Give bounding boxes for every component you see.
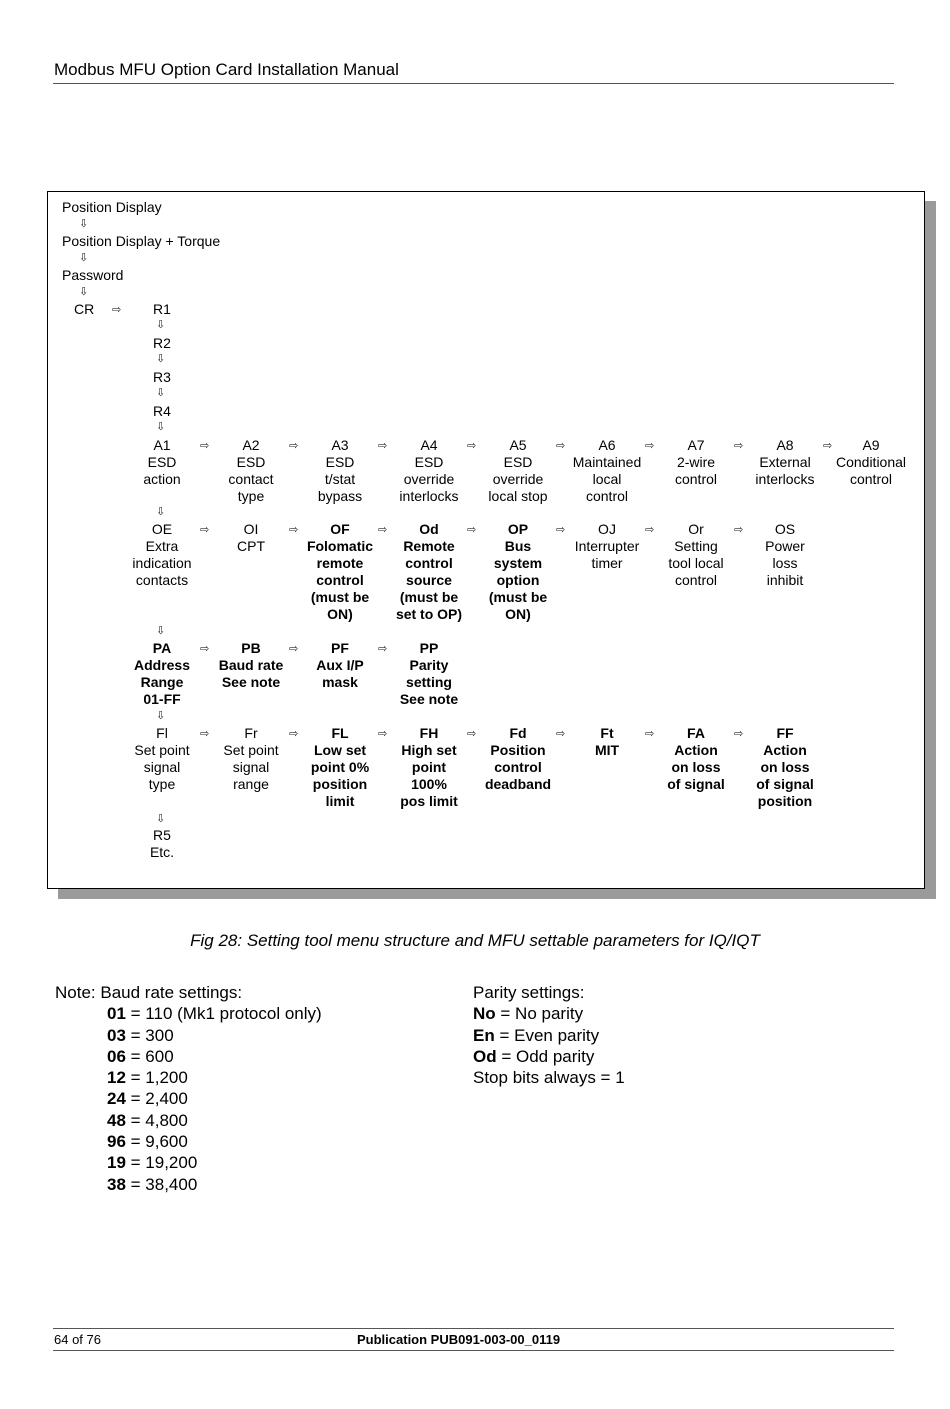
baud-rate-item [55, 1067, 322, 1088]
baud-rate-value: = 19,200 [125, 1153, 198, 1173]
right-arrow-icon: ⇨ [289, 727, 299, 740]
p-param-code-pp: PP [419, 640, 439, 656]
p-param-code-pa: PA [152, 640, 172, 656]
a-param-desc-a2: ESD [236, 454, 266, 470]
right-arrow-icon: ⇨ [200, 523, 210, 536]
r4-label: R4 [153, 403, 171, 419]
o-param-desc-of: control [316, 572, 364, 588]
baud-rate-value: = 38,400 [125, 1174, 198, 1194]
f-param-code-fl: Fl [156, 725, 168, 741]
footer-page-number: 64 of 76 [54, 1332, 101, 1347]
right-arrow-icon: ⇨ [645, 727, 655, 740]
baud-rate-value: = 600 [125, 1046, 174, 1066]
o-param-desc-oe: Extra [145, 538, 179, 554]
o-param-desc-os: inhibit [766, 572, 804, 588]
f-param-desc-fd: control [494, 759, 542, 775]
o-param-desc-of: ON) [327, 606, 353, 622]
p-param-desc-pp: Parity [409, 657, 449, 673]
down-arrow-icon: ⇩ [156, 386, 166, 399]
p-param-code-pf: PF [331, 640, 349, 656]
a-param-desc-a5: local stop [488, 488, 548, 504]
a-param-desc-a5: ESD [503, 454, 533, 470]
parity-code: No [473, 1004, 496, 1024]
right-arrow-icon: ⇨ [467, 523, 477, 536]
f-param-desc-ff: position [757, 793, 813, 809]
r5-label: R5 [153, 827, 171, 843]
a-param-desc-a4: interlocks [399, 488, 459, 504]
page-header-title: Modbus MFU Option Card Installation Manual [54, 60, 399, 79]
right-arrow-icon: ⇨ [645, 439, 655, 452]
position-display-torque-label: Position Display + Torque [62, 233, 221, 249]
parity-code: En [473, 1025, 495, 1045]
f-param-desc-ft: MIT [594, 742, 620, 758]
f-param-desc-fh: point [411, 759, 447, 775]
right-arrow-icon: ⇨ [378, 439, 388, 452]
down-arrow-icon: ⇩ [156, 812, 166, 825]
f-param-code-fa: FA [687, 725, 705, 741]
down-arrow-icon: ⇩ [79, 285, 89, 298]
p-param-desc-pa: Address [133, 657, 191, 673]
baud-rate-item [55, 1088, 322, 1109]
parity-value: = Odd parity [496, 1046, 595, 1066]
baud-rate-code: 48 [107, 1110, 126, 1130]
a-param-code-a3: A3 [331, 437, 349, 453]
a-param-desc-a7: control [674, 471, 718, 487]
baud-rate-item [55, 1003, 322, 1024]
o-param-desc-of: (must be [310, 589, 370, 605]
parity-notes-title: Parity settings: [473, 983, 585, 1002]
down-arrow-icon: ⇩ [156, 624, 166, 637]
f-param-code-ff: FF [776, 725, 794, 741]
down-arrow-icon: ⇩ [156, 505, 166, 518]
right-arrow-icon: ⇨ [289, 439, 299, 452]
right-arrow-icon: ⇨ [556, 727, 566, 740]
baud-rate-code: 38 [107, 1174, 126, 1194]
a-param-desc-a1: ESD [147, 454, 177, 470]
o-param-code-os: OS [774, 521, 796, 537]
footer-rule-top [53, 1328, 894, 1329]
a-param-code-a1: A1 [153, 437, 171, 453]
baud-rate-code: 19 [107, 1153, 126, 1173]
f-param-code-fh: FH [419, 725, 439, 741]
f-param-desc-fh: pos limit [400, 793, 458, 809]
down-arrow-icon: ⇩ [79, 217, 89, 230]
o-param-desc-op: option [496, 572, 540, 588]
down-arrow-icon: ⇩ [79, 251, 89, 264]
f-param-desc-ff: Action [763, 742, 807, 758]
baud-rate-value: = 2,400 [125, 1089, 188, 1109]
a-param-desc-a3: ESD [325, 454, 355, 470]
r2-label: R2 [153, 335, 171, 351]
baud-rate-code: 24 [107, 1089, 126, 1109]
o-param-desc-od: (must be [399, 589, 459, 605]
a-param-desc-a2: type [237, 488, 265, 504]
a-param-desc-a4: override [403, 471, 455, 487]
cr-label: CR [74, 301, 95, 317]
a-param-desc-a6: local [592, 471, 622, 487]
o-param-desc-or: tool local [668, 555, 724, 571]
a-param-code-a4: A4 [420, 437, 438, 453]
o-param-code-of: OF [330, 521, 350, 537]
a-param-desc-a3: t/stat [324, 471, 356, 487]
o-param-desc-od: Remote [403, 538, 455, 554]
o-param-desc-oj: Interrupter [574, 538, 640, 554]
right-arrow-icon: ⇨ [823, 439, 833, 452]
f-param-desc-fl: Low set [313, 742, 367, 758]
baud-rate-item [55, 1025, 322, 1046]
f-param-desc-fl: position [312, 776, 368, 792]
right-arrow-icon: ⇨ [378, 642, 388, 655]
f-param-desc-fa: Action [674, 742, 718, 758]
baud-rate-code: 12 [107, 1068, 126, 1088]
parity-item [473, 1046, 625, 1067]
baud-rate-item [55, 1174, 322, 1195]
a-param-code-a2: A2 [242, 437, 260, 453]
baud-rate-value: = 1,200 [125, 1068, 188, 1088]
o-param-desc-oe: indication [132, 555, 192, 571]
menu-structure-diagram [47, 191, 925, 889]
f-param-desc-fh: High set [401, 742, 457, 758]
position-display-label: Position Display [62, 199, 162, 215]
f-param-desc-fl: type [148, 776, 176, 792]
o-param-desc-op: system [493, 555, 543, 571]
f-param-desc-fr: Set point [223, 742, 279, 758]
baud-rate-code: 96 [107, 1132, 126, 1152]
baud-rate-item [55, 1152, 322, 1173]
right-arrow-icon: ⇨ [378, 727, 388, 740]
parity-code: Od [473, 1046, 497, 1066]
baud-rate-value: = 4,800 [125, 1110, 188, 1130]
p-param-desc-pp: setting [406, 674, 452, 690]
o-param-desc-od: set to OP) [395, 606, 463, 622]
right-arrow-icon: ⇨ [734, 439, 744, 452]
right-arrow-icon: ⇨ [200, 439, 210, 452]
r3-label: R3 [153, 369, 171, 385]
baud-rate-value: = 9,600 [125, 1132, 188, 1152]
f-param-desc-fr: signal [232, 759, 270, 775]
right-arrow-icon: ⇨ [734, 523, 744, 536]
o-param-code-oi: OI [243, 521, 259, 537]
o-param-code-od: Od [419, 521, 439, 537]
password-label: Password [62, 267, 124, 283]
right-arrow-icon: ⇨ [556, 439, 566, 452]
p-param-desc-pb: See note [221, 674, 281, 690]
parity-value: = Even parity [494, 1025, 600, 1045]
f-param-code-fr: Fr [244, 725, 258, 741]
r1-label: R1 [153, 301, 171, 317]
o-param-desc-oj: timer [591, 555, 623, 571]
f-param-code-fl: FL [331, 725, 349, 741]
a-param-code-a7: A7 [687, 437, 705, 453]
o-param-desc-os: Power [765, 538, 805, 554]
a-param-desc-a6: Maintained [572, 454, 642, 470]
baud-rate-code: 03 [107, 1025, 126, 1045]
o-param-desc-op: Bus [504, 538, 532, 554]
a-param-code-a5: A5 [509, 437, 527, 453]
right-arrow-icon: ⇨ [112, 303, 122, 316]
f-param-desc-fd: deadband [484, 776, 552, 792]
f-param-desc-ff: of signal [756, 776, 814, 792]
o-param-desc-oe: contacts [135, 572, 189, 588]
parity-notes [473, 982, 625, 1088]
a-param-desc-a9: Conditional [835, 454, 907, 470]
a-param-desc-a6: control [585, 488, 629, 504]
p-param-desc-pa: Range [140, 674, 184, 690]
a-param-code-a9: A9 [862, 437, 880, 453]
f-param-desc-fl: limit [325, 793, 355, 809]
stop-bits-note: Stop bits always = 1 [473, 1068, 625, 1088]
parity-value: = No parity [495, 1004, 584, 1024]
o-param-desc-of: remote [316, 555, 364, 571]
a-param-code-a6: A6 [598, 437, 616, 453]
right-arrow-icon: ⇨ [556, 523, 566, 536]
baud-rate-value: = 110 (Mk1 protocol only) [125, 1004, 322, 1024]
o-param-code-oj: OJ [598, 521, 616, 537]
f-param-code-fd: Fd [509, 725, 527, 741]
f-param-desc-ff: on loss [760, 759, 810, 775]
down-arrow-icon: ⇩ [156, 352, 166, 365]
f-param-code-ft: Ft [600, 725, 614, 741]
f-param-desc-fl: signal [143, 759, 181, 775]
figure-caption: Fig 28: Setting tool menu structure and MFU settable parameters for IQ/IQT [190, 931, 760, 950]
etc-label: Etc. [149, 844, 175, 860]
right-arrow-icon: ⇨ [289, 523, 299, 536]
a-param-desc-a8: External [759, 454, 811, 470]
footer-publication: Publication PUB091-003-00_0119 [357, 1332, 561, 1347]
down-arrow-icon: ⇩ [156, 318, 166, 331]
o-param-code-op: OP [507, 521, 529, 537]
baud-notes [55, 982, 322, 1195]
baud-rate-item [55, 1131, 322, 1152]
baud-notes-title: Note: Baud rate settings: [55, 983, 243, 1002]
o-param-desc-or: control [674, 572, 718, 588]
p-param-desc-pf: mask [322, 674, 358, 690]
baud-rate-item [55, 1046, 322, 1067]
p-param-desc-pa: 01-FF [143, 691, 181, 707]
baud-rate-code: 01 [107, 1004, 126, 1024]
f-param-desc-fr: range [233, 776, 269, 792]
right-arrow-icon: ⇨ [467, 727, 477, 740]
right-arrow-icon: ⇨ [645, 523, 655, 536]
p-param-desc-pf: Aux I/P [316, 657, 364, 673]
baud-rate-code: 06 [107, 1046, 126, 1066]
a-param-desc-a5: override [492, 471, 544, 487]
parity-item [473, 1003, 625, 1024]
o-param-desc-od: control [405, 555, 453, 571]
f-param-desc-fl: Set point [134, 742, 190, 758]
a-param-desc-a1: action [143, 471, 181, 487]
f-param-desc-fa: of signal [667, 776, 725, 792]
p-param-code-pb: PB [241, 640, 261, 656]
o-param-desc-op: (must be [488, 589, 548, 605]
a-param-desc-a2: contact [228, 471, 274, 487]
f-param-desc-fl: point 0% [310, 759, 370, 775]
baud-rate-value: = 300 [125, 1025, 174, 1045]
a-param-desc-a4: ESD [414, 454, 444, 470]
o-param-desc-od: source [406, 572, 452, 588]
right-arrow-icon: ⇨ [378, 523, 388, 536]
a-param-code-a8: A8 [776, 437, 794, 453]
f-param-desc-fd: Position [490, 742, 546, 758]
footer-rule-bottom [53, 1350, 894, 1351]
o-param-code-or: Or [688, 521, 704, 537]
right-arrow-icon: ⇨ [467, 439, 477, 452]
f-param-desc-fh: 100% [411, 776, 447, 792]
right-arrow-icon: ⇨ [200, 642, 210, 655]
header-rule [53, 83, 894, 84]
right-arrow-icon: ⇨ [200, 727, 210, 740]
o-param-desc-of: Folomatic [306, 538, 374, 554]
a-param-desc-a3: bypass [317, 488, 363, 504]
baud-rate-item [55, 1110, 322, 1131]
right-arrow-icon: ⇨ [289, 642, 299, 655]
a-param-desc-a9: control [849, 471, 893, 487]
right-arrow-icon: ⇨ [734, 727, 744, 740]
p-param-desc-pp: See note [399, 691, 459, 707]
a-param-desc-a8: interlocks [755, 471, 815, 487]
a-param-desc-a7: 2-wire [676, 454, 716, 470]
f-param-desc-fa: on loss [671, 759, 721, 775]
o-param-desc-or: Setting [674, 538, 718, 554]
o-param-desc-oi: CPT [237, 538, 265, 554]
o-param-code-oe: OE [151, 521, 173, 537]
o-param-desc-op: ON) [505, 606, 531, 622]
down-arrow-icon: ⇩ [156, 709, 166, 722]
parity-item [473, 1025, 625, 1046]
down-arrow-icon: ⇩ [156, 420, 166, 433]
p-param-desc-pb: Baud rate [218, 657, 284, 673]
o-param-desc-os: loss [772, 555, 798, 571]
